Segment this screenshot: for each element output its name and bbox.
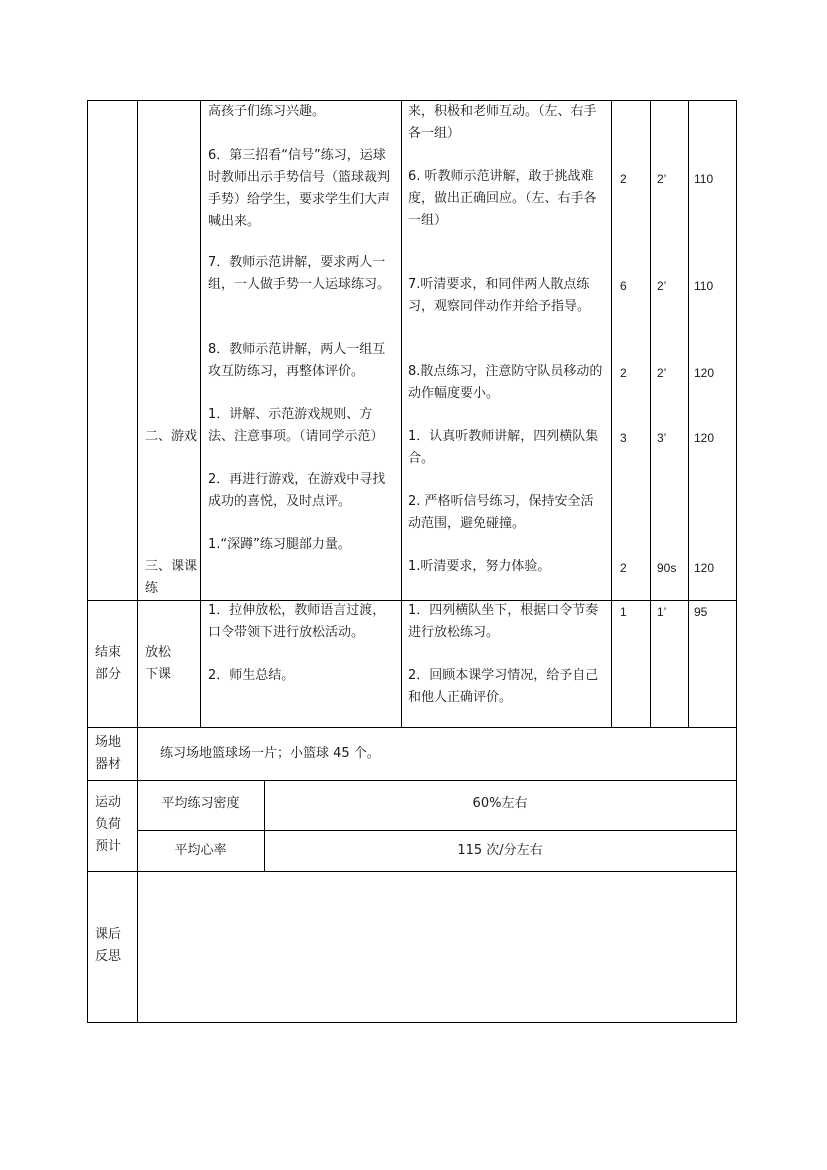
practice-minutes: 2’ [657,172,667,186]
student-activity: 8.散点练习，注意防守队员移动的动作幅度要小。 [408,364,603,401]
practice-minutes: 1’ [657,605,667,619]
heart-rate: 120 [694,431,715,445]
student-activity: 6. 听教师示范讲解，敢于挑战难度，做出正确回应。（左、右手各一组） [408,169,597,228]
ending-part-label: 结束部分 [95,645,122,682]
teacher-activity: 2．再进行游戏，在游戏中寻找成功的喜悦，及时点评。 [208,472,386,509]
grid-line [200,100,201,727]
student-activity: 1.听清要求，努力体验。 [408,559,551,574]
grid-line [688,100,689,727]
teacher-activity: 高孩子们练习兴趣。 [208,104,326,119]
heart-rate-value: 115 次/分左右 [457,843,543,858]
heart-rate: 120 [694,366,715,380]
grid-line [650,100,651,727]
teacher-activity: 1．讲解、示范游戏规则、方法、注意事项。（请同学示范） [208,407,384,444]
student-activity: 2．回顾本课学习情况，给予自己和他人正确评价。 [408,668,599,705]
practice-minutes: 2’ [657,366,667,380]
load-label: 运动负荷预计 [95,795,122,854]
density-value: 60%左右 [472,796,528,811]
venue-label: 场地器材 [95,735,122,772]
student-activity: 1．四列横队坐下，根据口令节奏进行放松练习。 [408,603,599,640]
student-activity: 2. 严格听信号练习，保持安全活动范围，避免碰撞。 [408,494,594,531]
teacher-activity: 1．拉伸放松，教师语言过渡，口令带领下进行放松活动。 [208,603,386,640]
practice-times: 2 [620,366,627,380]
heart-rate: 120 [694,561,715,575]
grid-line [87,727,737,728]
practice-times: 2 [620,172,627,186]
grid-line [87,100,88,1023]
practice-times: 3 [620,431,627,445]
grid-line [87,871,737,872]
student-activity: 1．认真听教师讲解，四列横队集合。 [408,429,599,466]
grid-line [611,100,612,727]
heart-rate-label: 平均心率 [174,843,227,858]
practice-times: 2 [620,561,627,575]
grid-line [87,780,737,781]
venue-text: 练习场地篮球场一片；小篮球 45 个。 [160,746,380,761]
grid-line [736,100,737,1023]
practice-times: 6 [620,279,627,293]
density-label: 平均练习密度 [161,796,240,811]
practice-times: 1 [620,605,627,619]
practice-minutes: 3’ [657,431,667,445]
grid-line [401,100,402,727]
heart-rate: 95 [694,605,708,619]
grid-line [137,100,138,1023]
grid-line [137,830,737,831]
heart-rate: 110 [694,172,714,186]
heart-rate: 110 [694,279,714,293]
section-name: 二、游戏 [145,429,198,444]
section-name: 三、课课练 [145,559,198,596]
grid-line [87,1022,737,1023]
practice-minutes: 90s [657,561,677,575]
reflection-label: 课后反思 [95,927,122,964]
ending-content: 放松下课 [145,645,172,682]
teacher-activity: 2．师生总结。 [208,668,295,683]
student-activity: 7.听清要求，和同伴两人散点练习，观察同伴动作并给予指导。 [408,277,591,314]
teacher-activity: 7．教师示范讲解，要求两人一组，一人做手势一人运球练习。 [208,255,391,292]
teacher-activity: 8．教师示范讲解，两人一组互攻互防练习，再整体评价。 [208,342,386,379]
teacher-activity: 6．第三招看“信号”练习，运球时教师出示手势信号（篮球裁判手势）给学生，要求学生们大声喊出来。 [208,148,391,229]
student-activity: 来，积极和老师互动。（左、右手各一组） [408,104,597,141]
teacher-activity: 1.“深蹲”练习腿部力量。 [208,537,351,552]
practice-minutes: 2’ [657,279,667,293]
